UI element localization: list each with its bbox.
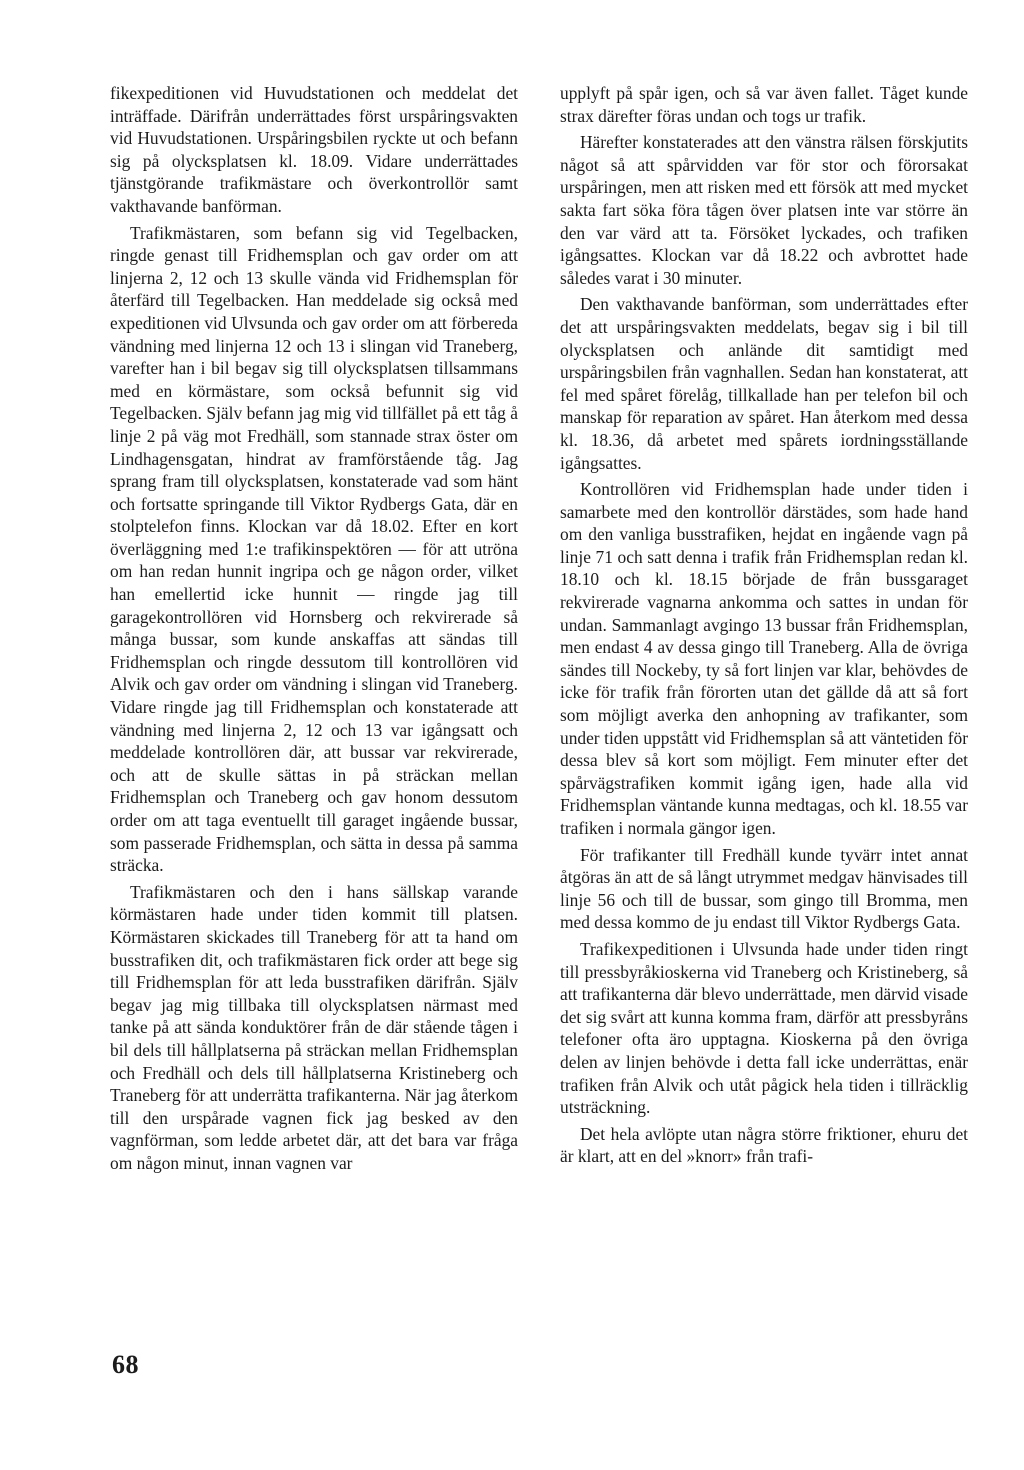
paragraph-4: upplyft på spår igen, och så var även fallet. Tåget kunde strax därefter föras undan och togs ur trafik. bbox=[560, 83, 968, 126]
paragraph-1: fikexpeditionen vid Huvudstationen och meddelat det inträffade. Därifrån underrättades först urspåringsvakten vid Huvudstationen. Urspåringsbilen ryckte ut och befann sig på olycksplatsen kl. 18.09. Vidare underrättades tjänstgörande trafikmästare och överkontrollör samt vakthavande banförman. bbox=[110, 83, 518, 216]
right-column bbox=[560, 82, 968, 1172]
paragraph-10: Det hela avlöpte utan några större friktioner, ehuru det är klart, att en del »knorr» från trafi- bbox=[560, 1123, 968, 1167]
page-number: 68 bbox=[112, 1350, 139, 1379]
paragraph-8: För trafikanter till Fredhäll kunde tyvärr intet annat åtgöras än att de så långt utrymmet medgav hänvisades till linje 56 och till de bussar, som gingo till Bromma, men med dessa kommo de ju endast till Viktor Rydbergs Gata. bbox=[560, 844, 968, 933]
paragraph-9: Trafikexpeditionen i Ulvsunda hade under tiden ringt till pressbyråkioskerna vid Traneberg och Kristineberg, så att trafikanterna där blevo underrättade, men därvid visade det sig svårt att kunna komma fram, därför att pressbyråns telefoner ofta äro upptagna. Kioskerna på den övriga delen av linjen behövde i detta fall icke underrättas, enär trafiken från Alvik och utåt pågick hela tiden i tillräcklig utsträckning. bbox=[560, 938, 968, 1118]
paragraph-7: Kontrollören vid Fridhemsplan hade under tiden i samarbete med den kontrollör därstädes, som hade hand om den vanliga busstrafiken, hejdat en ingående vagn på linje 71 och satt denna i trafik från Fridhemsplan redan kl. 18.10 och kl. 18.15 började de från bussgaraget rekvirerade vagnarna ankomma och sattes in undan för undan. Sammanlagt avgingo 13 bussar från Fridhemsplan, men endast 4 av dessa gingo till Traneberg. Alla de övriga sändes till Nockeby, ty så fort linjen var klar, behövdes de icke för trafik från förorten utan det gällde då att så fort som möjligt averka den anhopning av trafikanter, som under tiden uppstått vid Fridhemsplan så att väntetiden för dessa blev så kort som möjligt. Fem minuter efter det spårvägstrafiken kommit igång igen, hade alla vid Fridhemsplan väntande kunna medtagas, och kl. 18.55 var trafiken i normala gängor igen. bbox=[560, 479, 968, 838]
paragraph-2: Trafikmästaren, som befann sig vid Tegelbacken, ringde genast till Fridhemsplan och gav order om att linjerna 2, 12 och 13 skulle vända vid Fridhemsplan för återfärd till Tegelbacken. Han meddelade sig också med expeditionen vid Ulvsunda och gav order om att förbereda vändning med linjerna 12 och 13 i slingan vid Traneberg, varefter han i bil begav sig till olycksplatsen tillsammans med en körmästare, som också befunnit sig vid Tegelbacken. Själv befann jag mig vid tillfället på ett tåg å linje 2 på väg mot Fredhäll, som stannade strax öster om Lindhagensgatan, hindrat av framförstående tåg. Jag sprang fram till olycksplatsen, konstaterade vad som hänt och fortsatte springande till Viktor Rydbergs Gata, där en stolptelefon finns. Klockan var då 18.02. Efter en kort överläggning med 1:e trafikinspektören — för att utröna om han redan hunnit ingripa och ge någon order, vilket han emellertid icke hunnit — ringde jag till garagekontrollören vid Hornsberg och rekvirerade så många bussar, som kunde anskaffas att sändas till Fridhemsplan och ringde dessutom till kontrollören vid Alvik och gav order om vändning i slingan vid Traneberg. Vidare ringde jag till Fridhemsplan och konstaterade att vändning med linjerna 2, 12 och 13 var igångsatt och meddelade kontrollören där, att bussar var rekvirerade, och att de skulle sättas in på sträckan mellan Fridhemsplan och Traneberg och gav honom dessutom order om att taga eventuellt till garaget ingående bussar, som passerade Fridhemsplan, och sätta in dessa på samma sträcka. bbox=[110, 222, 518, 876]
paragraph-5: Härefter konstaterades att den vänstra rälsen förskjutits något så att spårvidden var för stor och förorsakat urspåringen, men att risken med ett försök att med mycket sakta fart söka föra tågen över platsen inte var större än den var värd att ta. Försöket lyckades, och trafiken igångsattes. Klockan var då 18.22 och avbrottet hade således varat i 30 minuter. bbox=[560, 132, 968, 288]
paragraph-3: Trafikmästaren och den i hans sällskap varande körmästaren hade under tiden kommit till platsen. Körmästaren skickades till Traneberg för att ta hand om busstrafiken dit, och trafikmästaren fick order att bege sig till Fridhemsplan för att leda busstrafiken därifrån. Själv begav jag mig tillbaka till olycksplatsen närmast med tanke på att sända konduktörer från de där stående tågen i bil dels till hållplatserna på sträckan mellan Fridhemsplan och Fredhäll och dels till hållplatserna Kristineberg och Traneberg för att underrätta trafikanterna. När jag återkom till den urspårade vagnen fick jag besked av den vagnförman, som ledde arbetet där, att det bara var fråga om någon minut, innan vagnen var bbox=[110, 881, 518, 1173]
paragraph-6: Den vakthavande banförman, som underrättades efter det att urspåringsvakten meddelats, begav sig i bil till olycksplatsen och anlände dit samtidigt med urspåringsbilen från vagnhallen. Sedan han konstaterat, att fel med spåret förelåg, tillkallade han per telefon bil och manskap för reparation av spåret. Han återkom med dessa kl. 18.36, då arbetet med spårets iordningsställande igångsattes. bbox=[560, 294, 968, 473]
left-column bbox=[110, 82, 518, 1179]
